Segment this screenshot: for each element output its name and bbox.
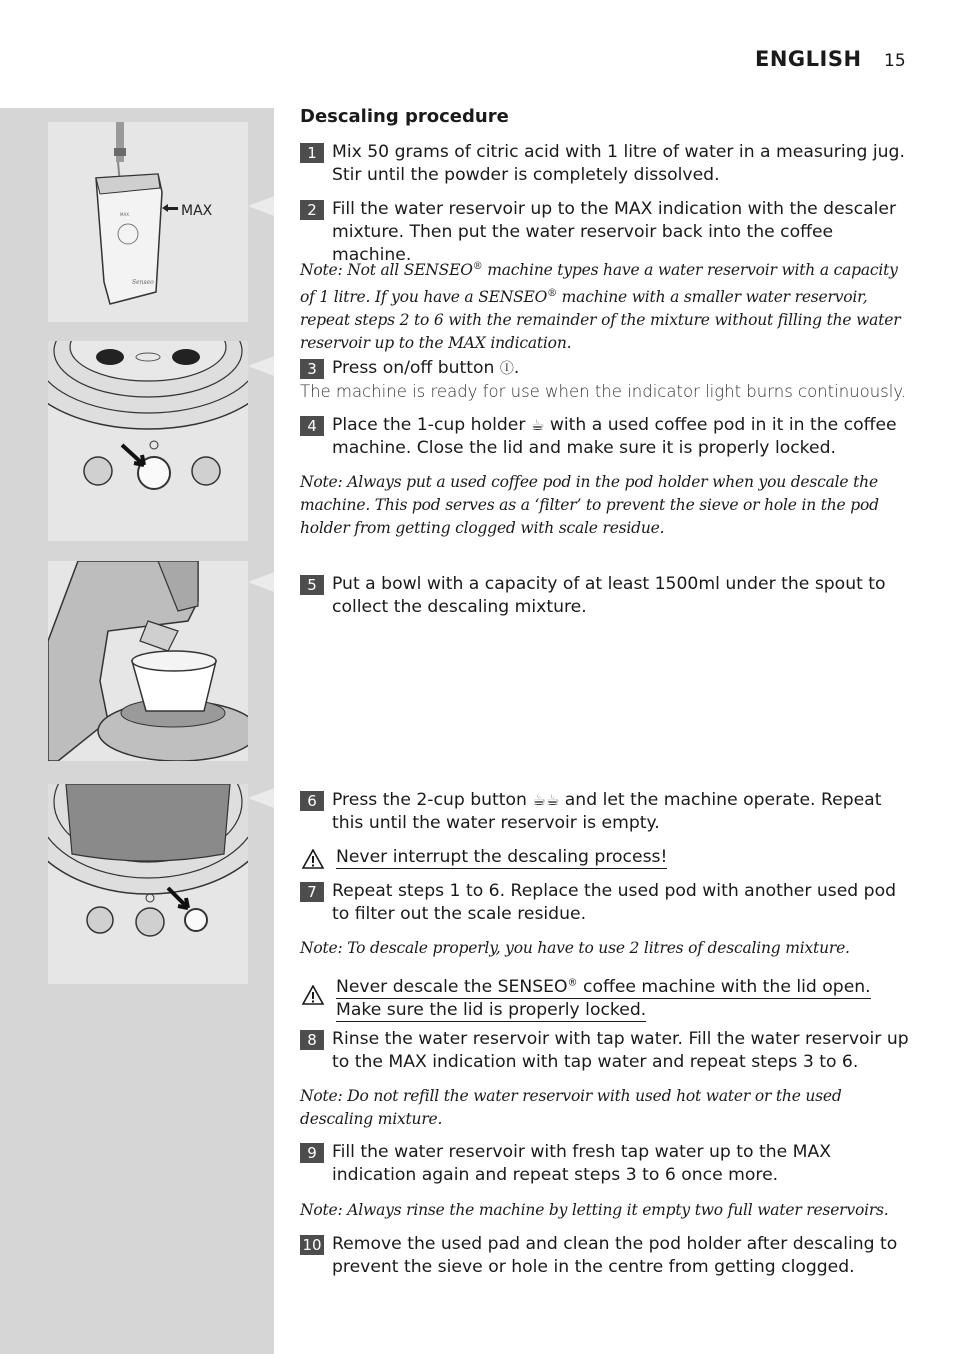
figure-2cup-button <box>48 784 248 984</box>
note-rinse: Note: Always rinse the machine by letting it empty two full water reservoirs. <box>300 1201 889 1219</box>
note-used-pod: Note: Always put a used coffee pod in the pod holder when you descale the machine. This pod serves as a ‘filter’ to prevent the sieve or hole in the pod holder from getting clogged with scale residue. <box>300 473 879 537</box>
step-number: 3 <box>300 359 324 379</box>
step-number: 6 <box>300 791 324 811</box>
step-7 <box>300 880 910 926</box>
step-number: 8 <box>300 1030 324 1050</box>
step-number: 10 <box>300 1235 324 1255</box>
svg-text:Senseo: Senseo <box>132 279 154 286</box>
step-10 <box>300 1233 910 1279</box>
step-text: Fill the water reservoir up to the MAX indication with the descaler mixture. Then put the water reservoir back into the coffee machine. <box>332 199 897 265</box>
step-number: 5 <box>300 575 324 595</box>
step-9 <box>300 1141 910 1187</box>
step-text: Press on/off button <box>332 358 495 378</box>
step-text: Rinse the water reservoir with tap water. Fill the water reservoir up to the MAX indication with tap water and repeat steps 3 to 6. <box>332 1029 909 1072</box>
figure-onoff-button <box>48 341 248 541</box>
step-1 <box>300 141 910 187</box>
step-text: Put a bowl with a capacity of at least 1500ml under the spout to collect the descaling mixture. <box>332 574 886 617</box>
warning-interrupt: Never interrupt the descaling process! <box>300 846 910 869</box>
warning-icon <box>302 849 324 869</box>
warning-lid-open: Never descale the SENSEO® coffee machine with the lid open. Make sure the lid is properly locked. <box>300 971 910 1022</box>
figure-bowl-under-spout <box>48 561 248 761</box>
step-4: 4 Place the 1-cup holder ☕ with a used coffee pod in it in the coffee machine. Close the lid and make sure it is properly locked. <box>300 414 910 460</box>
section-heading: Descaling procedure <box>300 106 509 127</box>
step-text: Repeat steps 1 to 6. Replace the used pod with another used pod to filter out the scale residue. <box>332 881 896 924</box>
page-number: 15 <box>884 51 906 71</box>
figure-pointer <box>248 788 274 808</box>
step-text: Place the 1-cup holder <box>332 415 526 435</box>
step-text: Mix 50 grams of citric acid with 1 litre of water in a measuring jug. Stir until the powder is completely dissolved. <box>332 142 905 185</box>
note-2-litres: Note: To descale properly, you have to use 2 litres of descaling mixture. <box>300 939 850 957</box>
warning-icon <box>302 985 324 1005</box>
power-icon: Ⓘ <box>499 361 514 377</box>
figure-pointer <box>248 572 274 592</box>
1-cup-holder-icon: ☕ <box>530 416 545 434</box>
note-no-refill: Note: Do not refill the water reservoir with used hot water or the used descaling mixture. <box>300 1087 842 1128</box>
step-3: 3 Press on/off button Ⓘ. <box>300 357 910 381</box>
step-8 <box>300 1028 910 1074</box>
step-number: 1 <box>300 143 324 163</box>
figure-pointer <box>248 196 274 216</box>
figure-water-reservoir <box>48 122 248 322</box>
step-3-info: The machine is ready for use when the indicator light burns continuously. <box>300 382 907 401</box>
figure-pointer <box>248 356 274 376</box>
header-language: ENGLISH <box>755 47 862 71</box>
note-reservoir-capacity: Note: Not all SENSEO® machine types have a water reservoir with a capacity of 1 litre. If you have a SENSEO® machine with a smaller water reservoir, repeat steps 2 to 6 with the remainder of the mixture without filling the water reservoir up to the MAX indication. <box>300 261 901 353</box>
2-cup-button-icon: ☕☕ <box>532 791 560 809</box>
step-number: 7 <box>300 882 324 902</box>
max-label: MAX <box>181 203 213 219</box>
step-6: 6 Press the 2-cup button ☕☕ and let the machine operate. Repeat this until the water reservoir is empty. <box>300 789 910 835</box>
step-number: 9 <box>300 1143 324 1163</box>
step-5 <box>300 573 910 619</box>
svg-text:MAX: MAX <box>120 212 129 217</box>
step-number: 2 <box>300 200 324 220</box>
step-text: Press the 2-cup button <box>332 790 527 810</box>
step-number: 4 <box>300 416 324 436</box>
step-text: Fill the water reservoir with fresh tap water up to the MAX indication again and repeat steps 3 to 6 once more. <box>332 1142 832 1185</box>
step-text: Remove the used pad and clean the pod holder after descaling to prevent the sieve or hole in the centre from getting clogged. <box>332 1234 898 1277</box>
